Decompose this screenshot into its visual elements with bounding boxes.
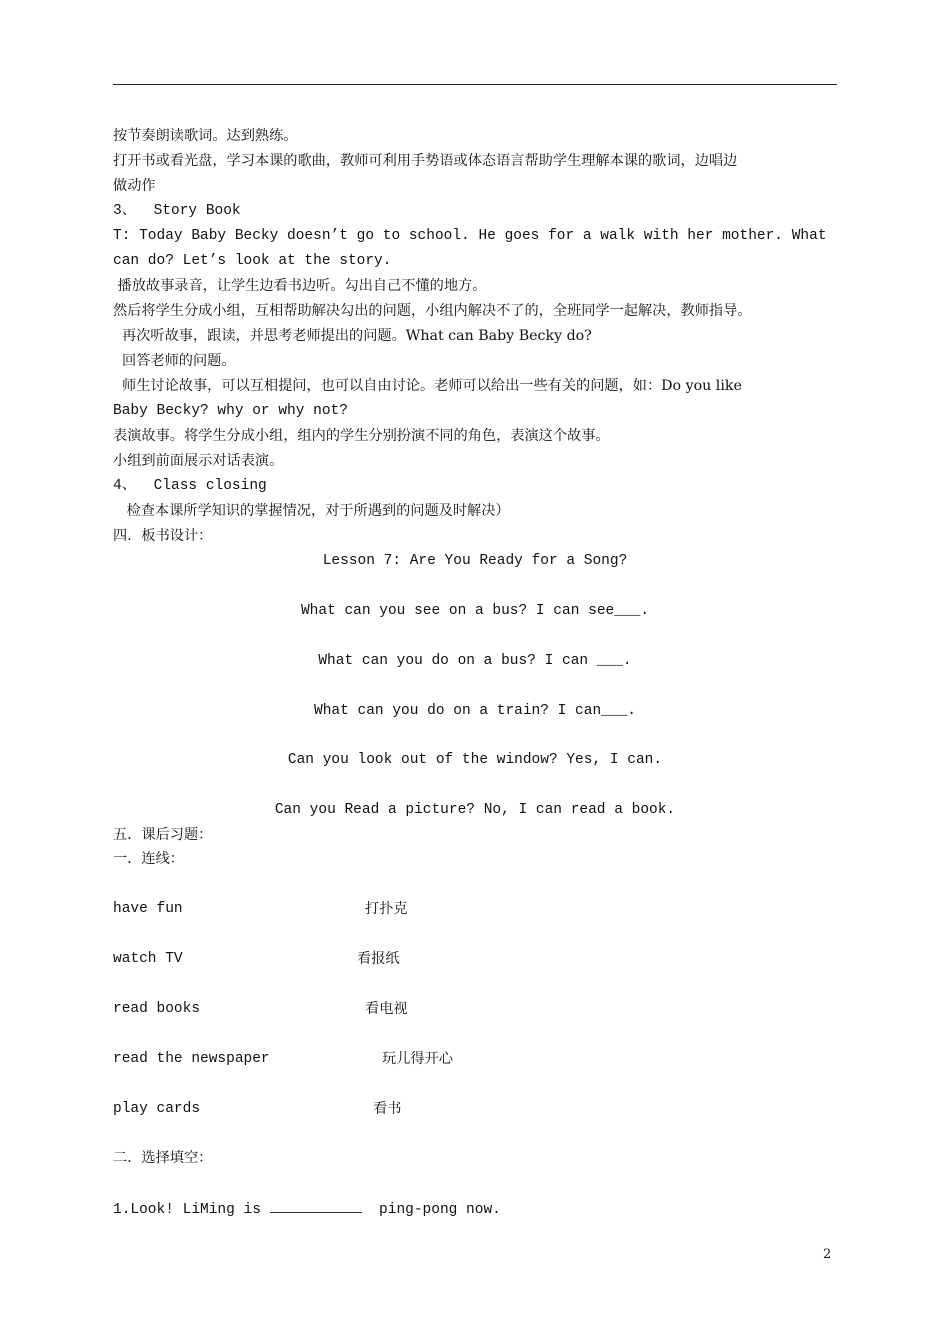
text-line: 然后将学生分成小组，互相帮助解决勾出的问题，小组内解决不了的，全班同学一起解决，教师指导。	[113, 303, 752, 319]
section-heading: 四．板书设计：	[113, 528, 213, 544]
text-line: Baby Becky? why or why not?	[113, 403, 348, 419]
match-item-en: have fun	[113, 901, 183, 917]
exercise-part-heading: 二．选择填空：	[113, 1150, 213, 1166]
text-line: 小组到前面展示对话表演。	[113, 453, 284, 469]
match-item-en: read books	[113, 1001, 201, 1017]
match-item-en: watch TV	[113, 951, 183, 967]
board-line: Can you Read a picture? No, I can read a book.	[274, 802, 676, 818]
text-line: 打开书或看光盘，学习本课的歌曲，教师可利用手势语或体态语言帮助学生理解本课的歌词，边唱边	[113, 153, 738, 169]
exercises-title: 五．课后习题：	[113, 827, 213, 843]
text-line: 表演故事。将学生分成小组，组内的学生分别扮演不同的角色，表演这个故事。	[113, 428, 610, 444]
section-heading: 3、 Story Book	[113, 203, 241, 219]
answer-blank	[270, 1198, 362, 1213]
section-heading: 4、 Class closing	[113, 478, 267, 494]
text-line: 回答老师的问题。	[113, 353, 236, 369]
match-item-en: read the newspaper	[113, 1051, 270, 1067]
board-line: What can you do on a train? I can___.	[314, 703, 636, 719]
exercise-part-heading: 一．连线：	[113, 851, 184, 867]
question-text: 1.Look! LiMing is	[113, 1202, 270, 1218]
text-line: 按节奏朗读歌词。达到熟练。	[113, 128, 298, 144]
question-text: ping-pong now.	[379, 1202, 501, 1218]
text-line: 做动作	[113, 178, 156, 194]
match-item-zh: 玩儿得开心	[382, 1051, 453, 1067]
match-item-en: play cards	[113, 1101, 201, 1117]
board-line: What can you do on a bus? I can ___.	[318, 653, 632, 669]
text-line: 再次听故事，跟读，并思考老师提出的问题。What can Baby Becky do?	[113, 328, 592, 344]
fill-in-question	[113, 1198, 501, 1220]
text-line: T: Today Baby Becky doesn’t go to school. He goes for a walk with her mother. What	[113, 228, 827, 244]
page-number: 2	[823, 1247, 832, 1262]
match-item-zh: 看电视	[365, 1001, 408, 1017]
text-line: 播放故事录音，让学生边看书边听。勾出自己不懂的地方。	[113, 278, 487, 294]
board-line: What can you see on a bus? I can see___.	[300, 603, 650, 619]
match-item-zh: 看报纸	[357, 951, 400, 967]
text-line: 检查本课所学知识的掌握情况，对于所遇到的问题及时解决）	[113, 503, 510, 519]
match-item-zh: 打扑克	[365, 901, 408, 917]
header-rule	[113, 84, 837, 85]
text-line: can do? Let’s look at the story.	[113, 253, 392, 269]
match-item-zh: 看书	[373, 1101, 402, 1117]
text-line: 师生讨论故事，可以互相提问，也可以自由讨论。老师可以给出一些有关的问题，如：Do you like	[113, 378, 742, 394]
board-title: Lesson 7: Are You Ready for a Song?	[322, 553, 628, 569]
board-line: Can you look out of the window? Yes, I can.	[287, 752, 663, 768]
